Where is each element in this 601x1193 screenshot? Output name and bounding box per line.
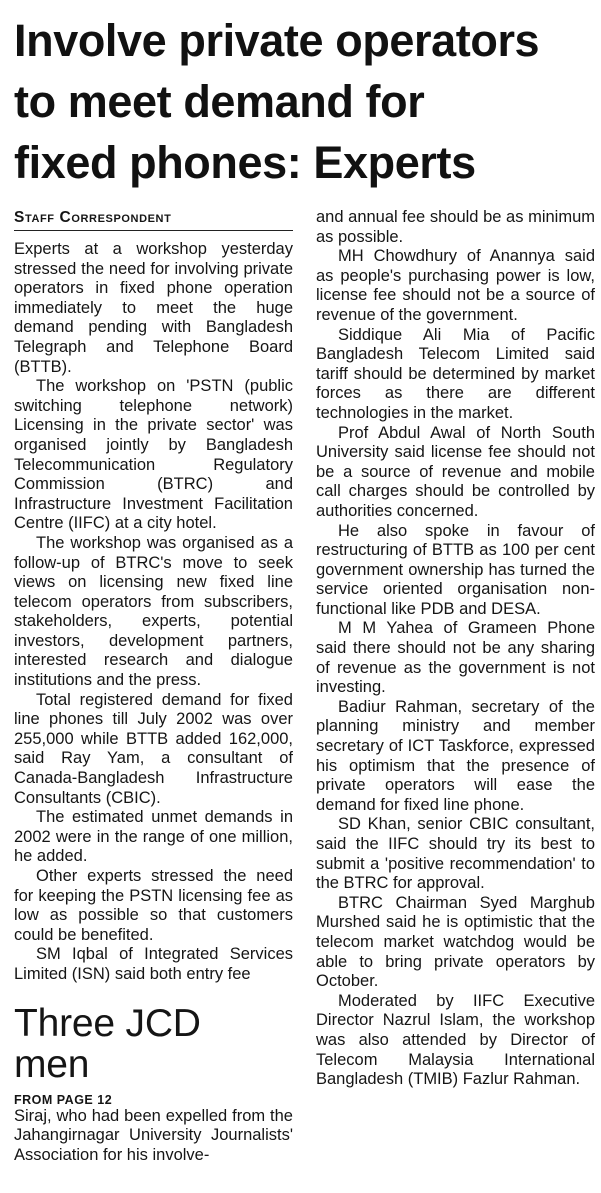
article-paragraph: MH Chowdhury of Anannya said as people's purchasing power is low, license fee should not be a source of revenue of the government. <box>316 247 595 324</box>
article-paragraph: Moderated by IIFC Executive Director Nazrul Islam, the workshop was also attended by Director of Telecom Malaysia International Bangladesh (TMIB) Fazlur Rahman. <box>316 991 595 1089</box>
secondary-headline <box>14 1003 293 1085</box>
article-paragraph: He also spoke in favour of restructuring of BTTB as 100 per cent government ownership has turned the service oriented organisation non-functional like PDB and DESA. <box>316 521 595 618</box>
article-paragraph: Experts at a workshop yesterday stressed the need for involving private operators in fixed phone operation immediately to meet the huge demand pending with Bangladesh Telegraph and Telephone Board (BTTB). <box>14 240 293 376</box>
article-paragraph: Other experts stressed the need for keeping the PSTN licensing fee as low as possible so that customers could be benefited. <box>14 867 293 944</box>
article-paragraph: The workshop on 'PSTN (public switching telephone network) Licensing in the private sector' was organised jointly by Bangladesh Telecommunication Regulatory Commission (BTRC) and Infrastructure Investment Facilitation Centre (IIFC) at a city hotel. <box>14 377 293 533</box>
article-paragraph: BTRC Chairman Syed Marghub Murshed said he is optimistic that the telecom market watchdog would be able to bring private operators by October. <box>316 893 595 991</box>
secondary-paragraph: Siraj, who had been expelled from the Jahangirnagar University Journalists' Association for his involve- <box>14 1106 293 1164</box>
headline <box>14 10 594 193</box>
article-paragraph: SM Iqbal of Integrated Services Limited (ISN) said both entry fee <box>14 945 293 983</box>
article-paragraph: M M Yahea of Grameen Phone said there should not be any sharing of revenue as the government is not investing. <box>316 619 595 697</box>
headline-line-3: fixed phones: Experts <box>14 137 476 188</box>
right-column <box>316 208 595 1090</box>
article-paragraph: The workshop was organised as a follow-up of BTRC's move to seek views on licensing new fixed line telecom operators from subscribers, stakeholders, experts, potential investors, development partners, interested research and dialogue institutions and the press. <box>14 533 293 690</box>
headline-line-1: Involve private operators <box>14 15 540 66</box>
from-page-label: FROM PAGE 12 <box>14 1092 113 1107</box>
article-paragraph: Badiur Rahman, secretary of the planning ministry and member secretary of ICT Taskforce, expressed his optimism that the presence of private operators will ease the demand for fixed line phone. <box>316 697 595 814</box>
byline: Staff Correspondent <box>14 208 293 231</box>
secondary-headline-line-1: Three JCD <box>14 1001 201 1045</box>
left-column <box>14 208 293 1165</box>
headline-line-2: to meet demand for <box>14 76 425 127</box>
article-paragraph: Siddique Ali Mia of Pacific Bangladesh Telecom Limited said tariff should be determined by market forces as there are different technologies in the market. <box>316 325 595 422</box>
secondary-headline-line-2: men <box>14 1042 90 1086</box>
article-paragraph: The estimated unmet demands in 2002 were in the range of one million, he added. <box>14 808 293 866</box>
article-paragraph: SD Khan, senior CBIC consultant, said the IIFC should try its best to submit a 'positive recommendation' to the BTRC for approval. <box>316 815 595 893</box>
article-continuation: and annual fee should be as minimum as possible. <box>316 208 595 246</box>
article-paragraph: Total registered demand for fixed line phones till July 2002 was over 255,000 while BTTB added 162,000, said Ray Yam, a consultant of Canada-Bangladesh Infrastructure Consultants (CBIC). <box>14 690 293 807</box>
article-paragraph: Prof Abdul Awal of North South University said license fee should not be a source of revenue and mobile call charges should be controlled by authorities concerned. <box>316 423 595 520</box>
